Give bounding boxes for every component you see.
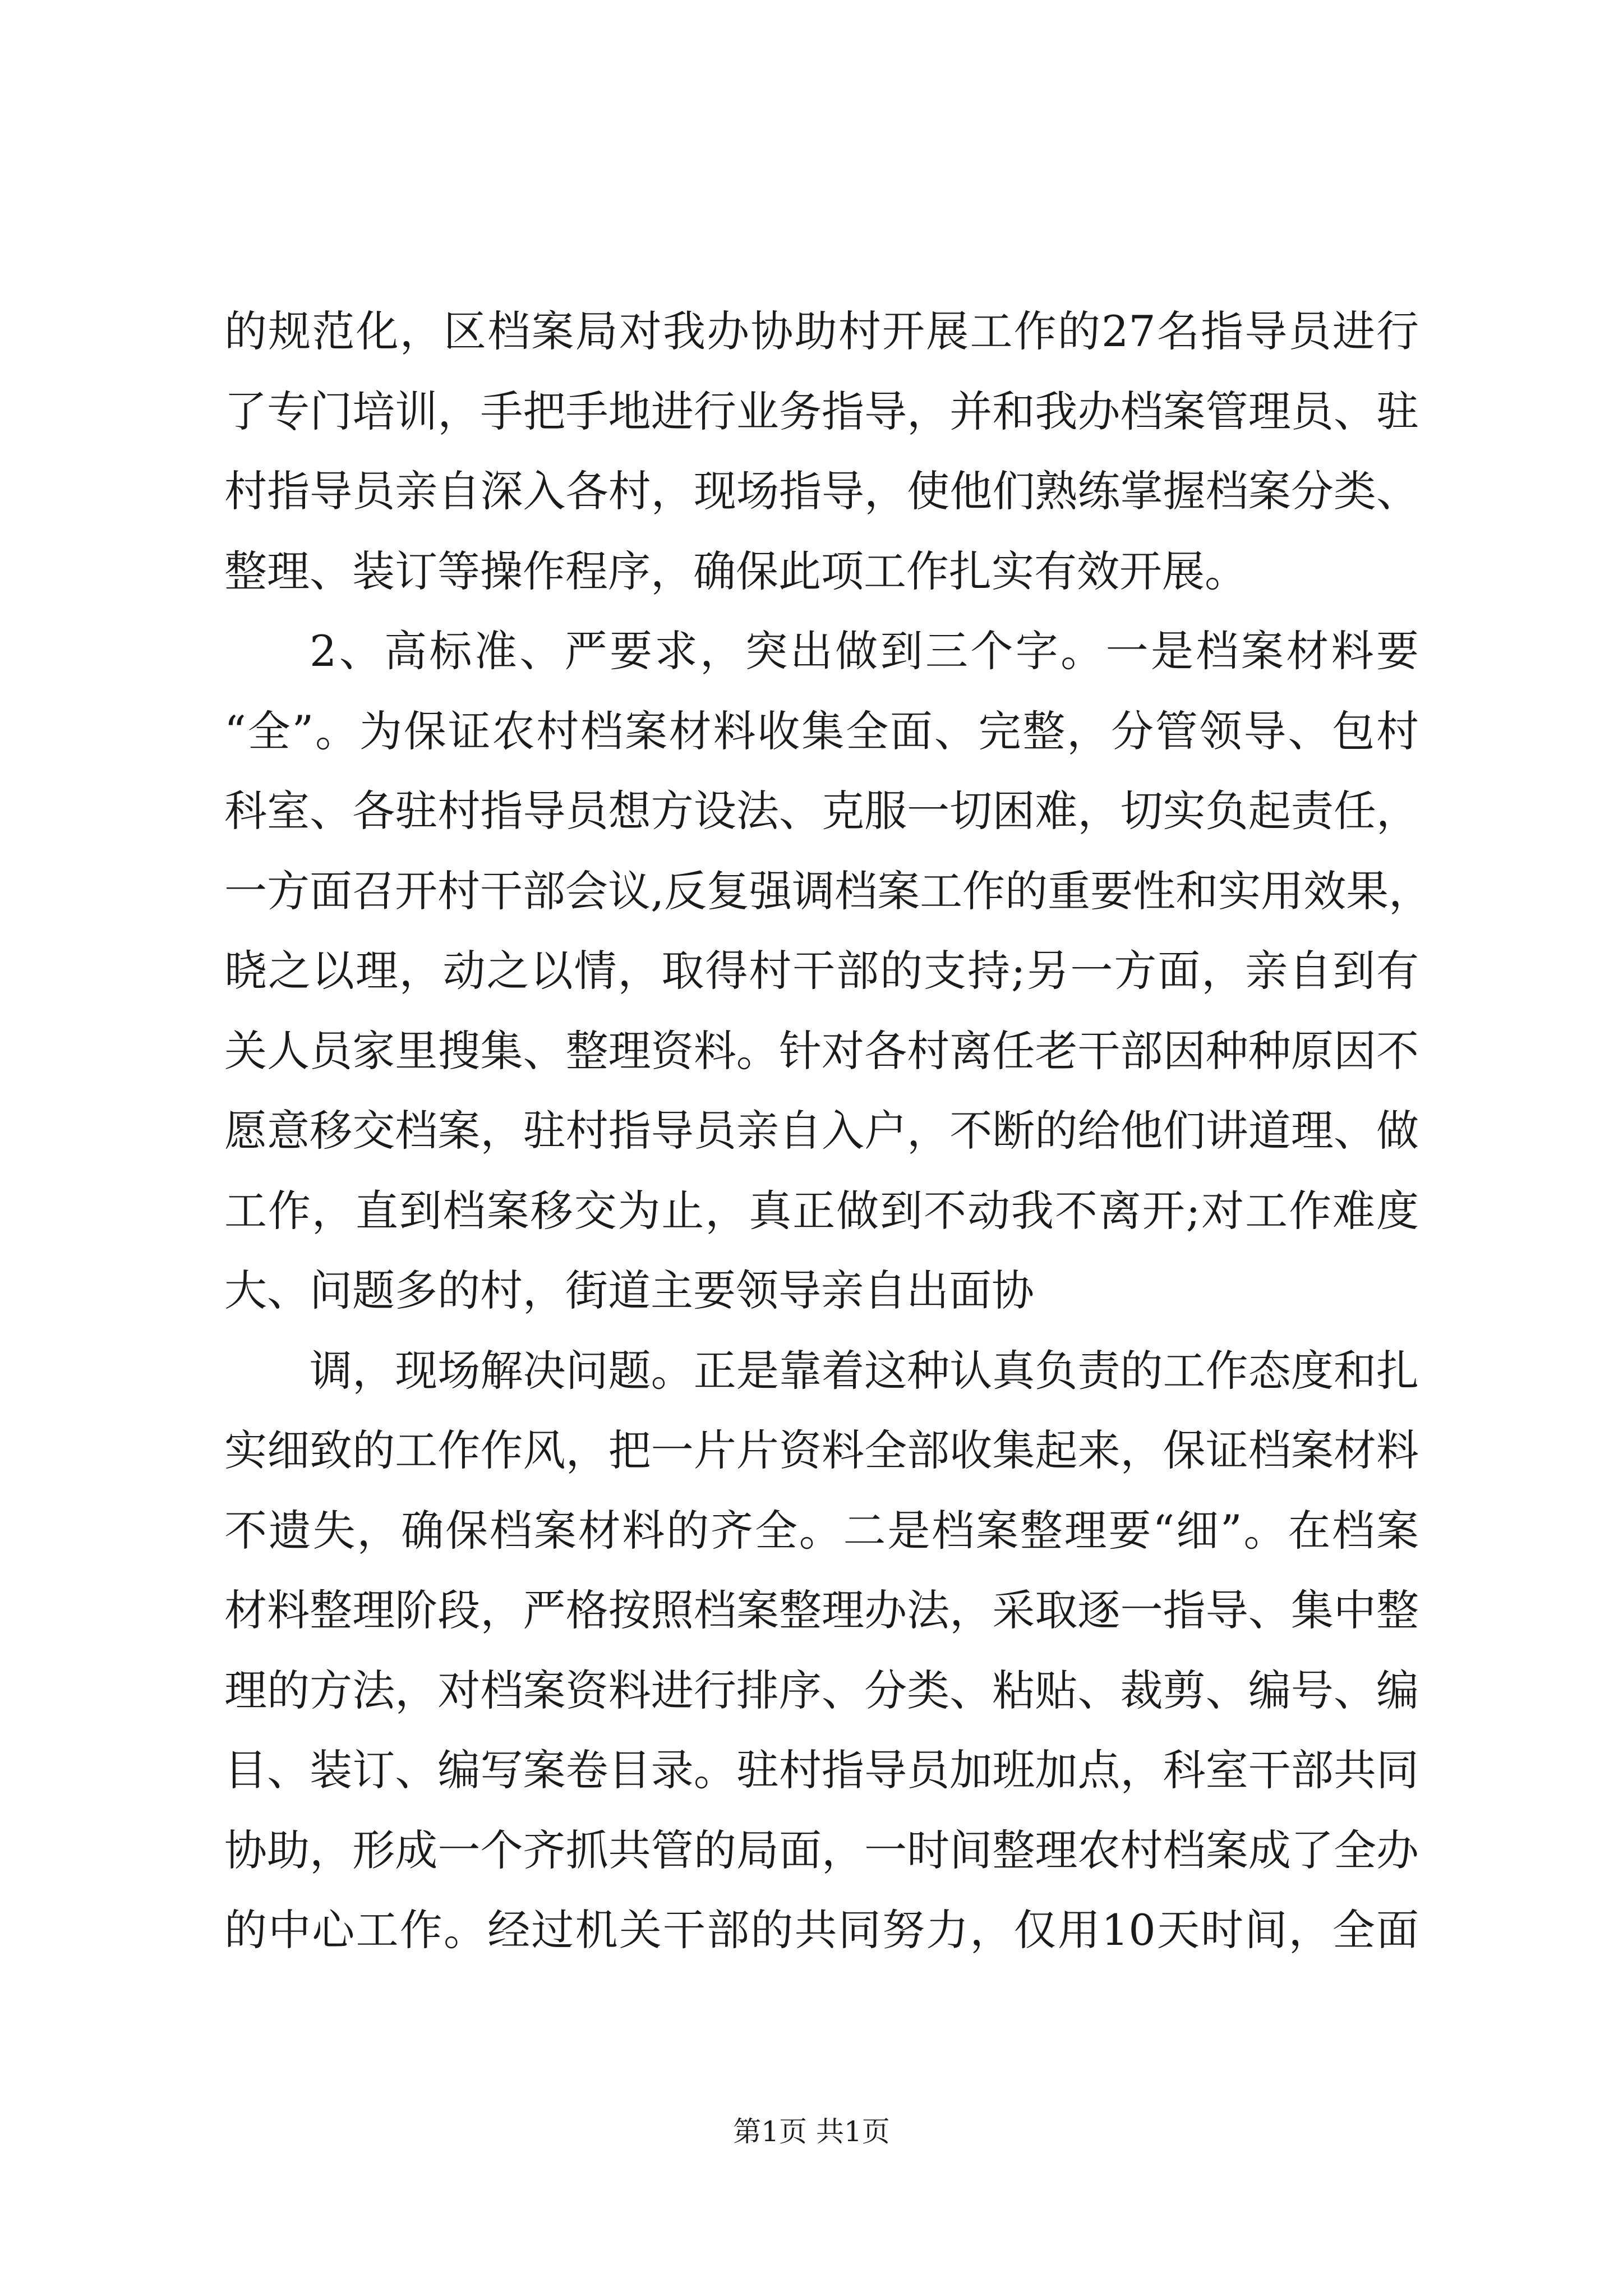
text-line: 实细致的工作作风，把一片片资料全部收集起来，保证档案材料 xyxy=(224,1425,1419,1475)
text-line: 科室、各驻村指导员想方设法、克服一切困难，切实负起责任， xyxy=(224,786,1419,836)
text-line: 工作，直到档案移交为止，真正做到不动我不离开;对工作难度 xyxy=(224,1185,1419,1236)
text-line: 协助，形成一个齐抓共管的局面，一时间整理农村档案成了全办 xyxy=(224,1825,1419,1875)
text-line: 村指导员亲自深入各村，现场指导，使他们熟练掌握档案分类、 xyxy=(224,466,1419,516)
text-line: 了专门培训，手把手地进行业务指导，并和我办档案管理员、驻 xyxy=(224,386,1419,436)
text-line: 大、问题多的村，街道主要领导亲自出面协 xyxy=(224,1266,1034,1315)
text-line: “全”。为保证农村档案材料收集全面、完整，分管领导、包村 xyxy=(224,706,1419,756)
text-line: 理的方法，对档案资料进行排序、分类、粘贴、裁剪、编号、编 xyxy=(224,1665,1419,1715)
text-line: 不遗失，确保档案材料的齐全。二是档案整理要“细”。在档案 xyxy=(224,1505,1419,1556)
text-line: 2、高标准、严要求，突出做到三个字。一是档案材料要 xyxy=(310,626,1419,676)
page-number-footer: 第1页 共1页 xyxy=(733,2115,890,2148)
text-line: 关人员家里搜集、整理资料。针对各村离任老干部因种种原因不 xyxy=(224,1025,1419,1076)
document-body xyxy=(224,292,1432,1971)
text-line: 目、装订、编写案卷目录。驻村指导员加班加点，科室干部共同 xyxy=(224,1745,1419,1795)
text-line: 晓之以理，动之以情，取得村干部的支持;另一方面，亲自到有 xyxy=(224,946,1419,996)
text-line: 愿意移交档案，驻村指导员亲自入户，不断的给他们讲道理、做 xyxy=(224,1106,1419,1156)
text-line: 调，现场解决问题。正是靠着这种认真负责的工作态度和扎 xyxy=(310,1345,1419,1396)
text-line: 材料整理阶段，严格按照档案整理办法，采取逐一指导、集中整 xyxy=(224,1585,1419,1635)
text-line: 的规范化，区档案局对我办协助村开展工作的27名指导员进行 xyxy=(224,306,1419,356)
text-line: 整理、装订等操作程序，确保此项工作扎实有效开展。 xyxy=(224,546,1247,596)
text-line: 一方面召开村干部会议,反复强调档案工作的重要性和实用效果， xyxy=(224,866,1432,916)
text-line: 的中心工作。经过机关干部的共同努力，仅用10天时间，全面 xyxy=(224,1905,1419,1955)
